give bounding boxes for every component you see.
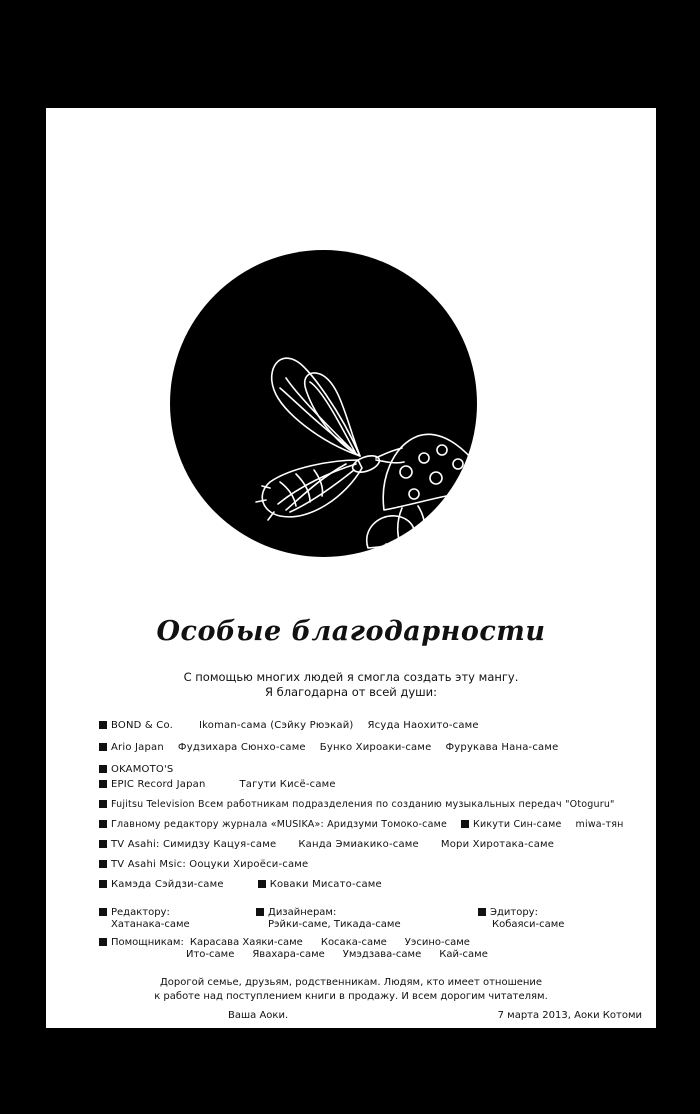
thanks-item: Фудзихара Сюнхо-саме bbox=[177, 742, 306, 753]
thanks-item: BOND & Co. bbox=[111, 720, 173, 731]
roles-row bbox=[186, 949, 488, 960]
checkbox-icon bbox=[99, 800, 107, 808]
closing-text bbox=[46, 976, 656, 1004]
thanks-item: TV Asahi Msic: Ооцуки Хироёси-саме bbox=[111, 859, 309, 870]
closing-line: Дорогой семье, друзьям, родственникам. Людям, кто имеет отношение bbox=[159, 977, 543, 988]
checkbox-icon bbox=[99, 765, 107, 773]
lower-wing bbox=[262, 460, 362, 517]
roles-row bbox=[99, 937, 470, 948]
thanks-line bbox=[99, 879, 382, 890]
thanks-item: Кикути Син-саме bbox=[473, 819, 562, 830]
checkbox-icon bbox=[99, 908, 107, 916]
butterfly-mushroom-illustration bbox=[170, 250, 477, 557]
checkbox-icon bbox=[99, 820, 107, 828]
thanks-item: Камэда Сэйдзи-саме bbox=[111, 879, 224, 890]
page-title: Особые благодарности bbox=[156, 616, 546, 647]
role-name: Рэйки-саме, Тикада-саме bbox=[268, 919, 401, 930]
assistant-name: Косака-саме bbox=[320, 937, 387, 948]
checkbox-icon bbox=[461, 820, 469, 828]
thanks-line bbox=[99, 720, 479, 731]
thanks-line bbox=[99, 799, 615, 810]
thanks-line bbox=[99, 839, 554, 850]
thanks-item: miwa-тян bbox=[575, 819, 624, 830]
role-name: Хатанака-саме bbox=[111, 919, 190, 930]
checkbox-icon bbox=[99, 880, 107, 888]
thanks-item: Коваки Мисато-саме bbox=[269, 879, 382, 890]
thanks-item: EPIC Record Japan bbox=[111, 779, 206, 790]
checkbox-icon bbox=[256, 908, 264, 916]
thanks-line bbox=[99, 859, 308, 870]
assistant-name: Уэсино-саме bbox=[404, 937, 470, 948]
thanks-item: Ario Japan bbox=[111, 742, 164, 753]
checkbox-icon bbox=[99, 840, 107, 848]
thanks-item: Канда Эмиакико-саме bbox=[298, 839, 419, 850]
checkbox-icon bbox=[99, 743, 107, 751]
roles-row bbox=[99, 907, 170, 918]
page bbox=[46, 108, 656, 1028]
signature-left: Ваша Аоки. bbox=[228, 1010, 289, 1021]
thanks-item: Мори Хиротака-саме bbox=[440, 839, 555, 850]
role-label: Дизайнерам: bbox=[268, 907, 337, 918]
thanks-line bbox=[99, 819, 624, 830]
signature-right: 7 марта 2013, Аоки Котоми bbox=[497, 1010, 642, 1021]
thanks-item: Бунко Хироаки-саме bbox=[319, 742, 432, 753]
thanks-line bbox=[99, 779, 336, 790]
role-label: Эдитору: bbox=[490, 907, 538, 918]
thanks-item: Ikoman-сама (Сэйку Рюэкай) bbox=[199, 720, 354, 731]
checkbox-icon bbox=[99, 721, 107, 729]
assistant-name: Явахара-саме bbox=[252, 949, 325, 960]
assistant-name: Кай-саме bbox=[439, 949, 488, 960]
checkbox-icon bbox=[478, 908, 486, 916]
illustration-circle bbox=[170, 250, 477, 557]
thanks-line bbox=[99, 742, 558, 753]
roles-row bbox=[256, 907, 336, 918]
role-label: Редактору: bbox=[111, 907, 170, 918]
assistant-name: Карасава Хаяки-саме bbox=[189, 937, 303, 948]
thanks-line bbox=[99, 764, 173, 775]
intro-text bbox=[46, 670, 656, 700]
role-name: Кобаяси-саме bbox=[492, 919, 565, 930]
thanks-item: Fujitsu Television Всем работникам подразделения по созданию музыкальных передач "Otoguru" bbox=[111, 799, 615, 810]
thanks-item: Главному редактору журнала «MUSIKA»: Аридзуми Томоко-саме bbox=[111, 819, 448, 830]
assistant-name: Умэдзава-саме bbox=[342, 949, 422, 960]
thanks-item: Ясуда Наохито-саме bbox=[367, 720, 479, 731]
checkbox-icon bbox=[99, 938, 107, 946]
checkbox-icon bbox=[258, 880, 266, 888]
thanks-item: TV Asahi: Симидзу Кацуя-саме bbox=[111, 839, 277, 850]
intro-line: С помощью многих людей я смогла создать эту мангу. bbox=[183, 670, 519, 684]
assistant-name: Ито-саме bbox=[186, 949, 235, 960]
checkbox-icon bbox=[99, 860, 107, 868]
roles-row bbox=[478, 907, 538, 918]
checkbox-icon bbox=[99, 780, 107, 788]
closing-line: к работе над поступлением книги в продажу. И всем дорогим читателям. bbox=[154, 991, 548, 1002]
thanks-item: OKAMOTO'S bbox=[111, 764, 174, 775]
thanks-item: Фурукава Нана-саме bbox=[445, 742, 559, 753]
role-label: Помощникам: bbox=[111, 937, 184, 948]
thanks-item: Тагути Кисё-саме bbox=[239, 779, 336, 790]
mushroom-cap bbox=[383, 434, 477, 510]
intro-line: Я благодарна от всей души: bbox=[264, 685, 438, 699]
